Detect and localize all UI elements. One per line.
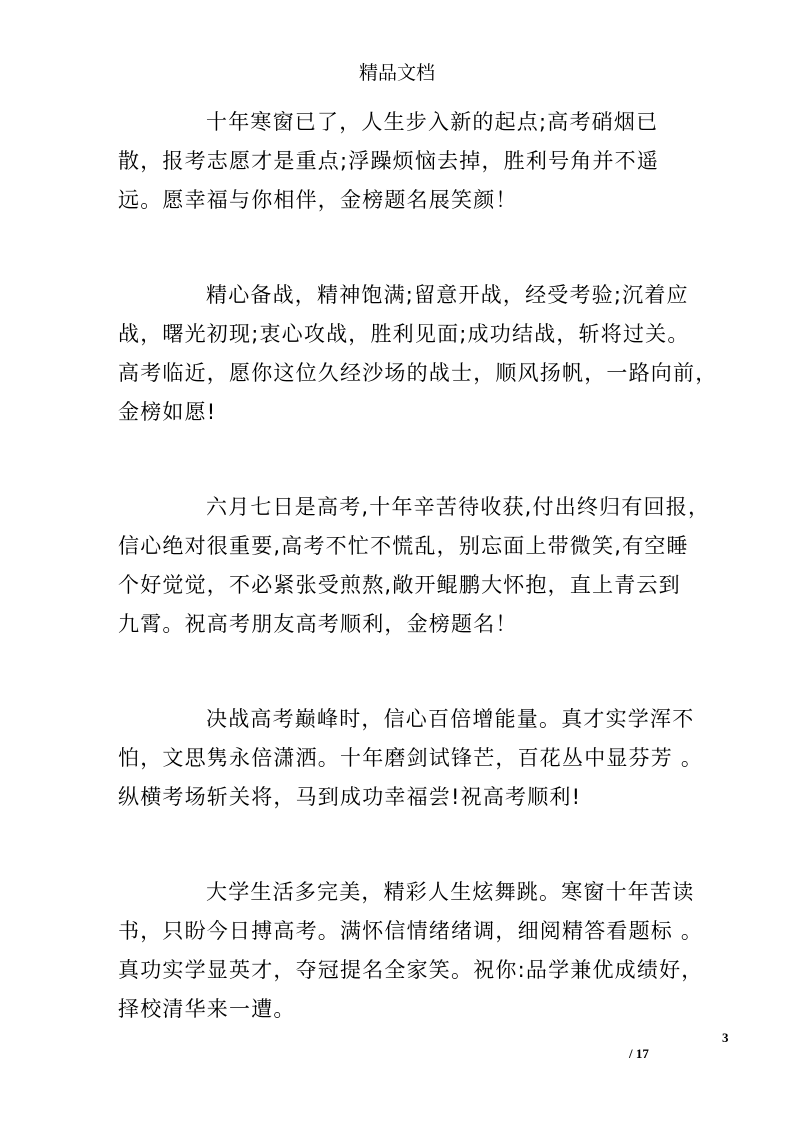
document-header-title: 精品文档: [358, 62, 435, 84]
paragraph-line: 信心绝对很重要,高考不忙不慌乱，别忘面上带微笑,有空睡: [118, 534, 689, 558]
paragraph-line: 远。愿幸福与你相伴，金榜题名展笑颜！: [118, 188, 518, 212]
paragraph-line: 战，曙光初现;衷心攻战，胜利见面;成功结战，斩将过关。: [118, 322, 690, 346]
paragraph-line: 书，只盼今日搏高考。满怀信情绪绪调，细阅精答看题标 。: [118, 919, 704, 943]
page-total: / 17: [629, 1046, 649, 1061]
paragraph-line: 高考临近，愿你这位久经沙场的战士，顺风扬帆，一路向前，: [118, 361, 718, 385]
paragraph-3: [118, 488, 711, 644]
paragraph-line: 散，报考志愿才是重点;浮躁烦恼去掉，胜利号角并不遥: [118, 149, 660, 173]
paragraph-line: 九霄。祝高考朋友高考顺利，金榜题名！: [118, 612, 518, 636]
paragraph-1: [118, 103, 700, 220]
paragraph-line: 纵横考场斩关将，马到成功幸福尝!祝高考顺利!: [118, 785, 582, 809]
paragraph-2: [118, 276, 718, 432]
paragraph-line: 大学生活多完美，精彩人生炫舞跳。寒窗十年苦读: [206, 880, 695, 904]
paragraph-line: 六月七日是高考,十年辛苦待收获,付出终归有回报，: [206, 495, 711, 519]
paragraph-line: 怕，文思隽永倍潇洒。十年磨剑试锋芒，百花丛中显芬芳 。: [118, 746, 704, 770]
paragraph-line: 择校清华来一遭。: [118, 997, 296, 1021]
document-body: [118, 103, 718, 1085]
page-number: 3: [722, 1030, 729, 1045]
paragraph-line: 十年寒窗已了，人生步入新的起点;高考硝烟已: [206, 110, 659, 134]
paragraph-4: [118, 700, 704, 817]
paragraph-line: 金榜如愿!: [118, 400, 217, 424]
paragraph-line: 个好觉觉，不必紧张受煎熬,敞开鲲鹏大怀抱，直上青云到: [118, 573, 681, 597]
paragraph-5: [118, 873, 704, 1029]
paragraph-line: 真功实学显英才，夺冠提名全家笑。祝你:品学兼优成绩好，: [118, 958, 704, 982]
paragraph-line: 精心备战，精神饱满;留意开战，经受考验;沉着应: [206, 283, 689, 307]
paragraph-line: 决战高考巅峰时，信心百倍增能量。真才实学浑不: [206, 707, 695, 731]
